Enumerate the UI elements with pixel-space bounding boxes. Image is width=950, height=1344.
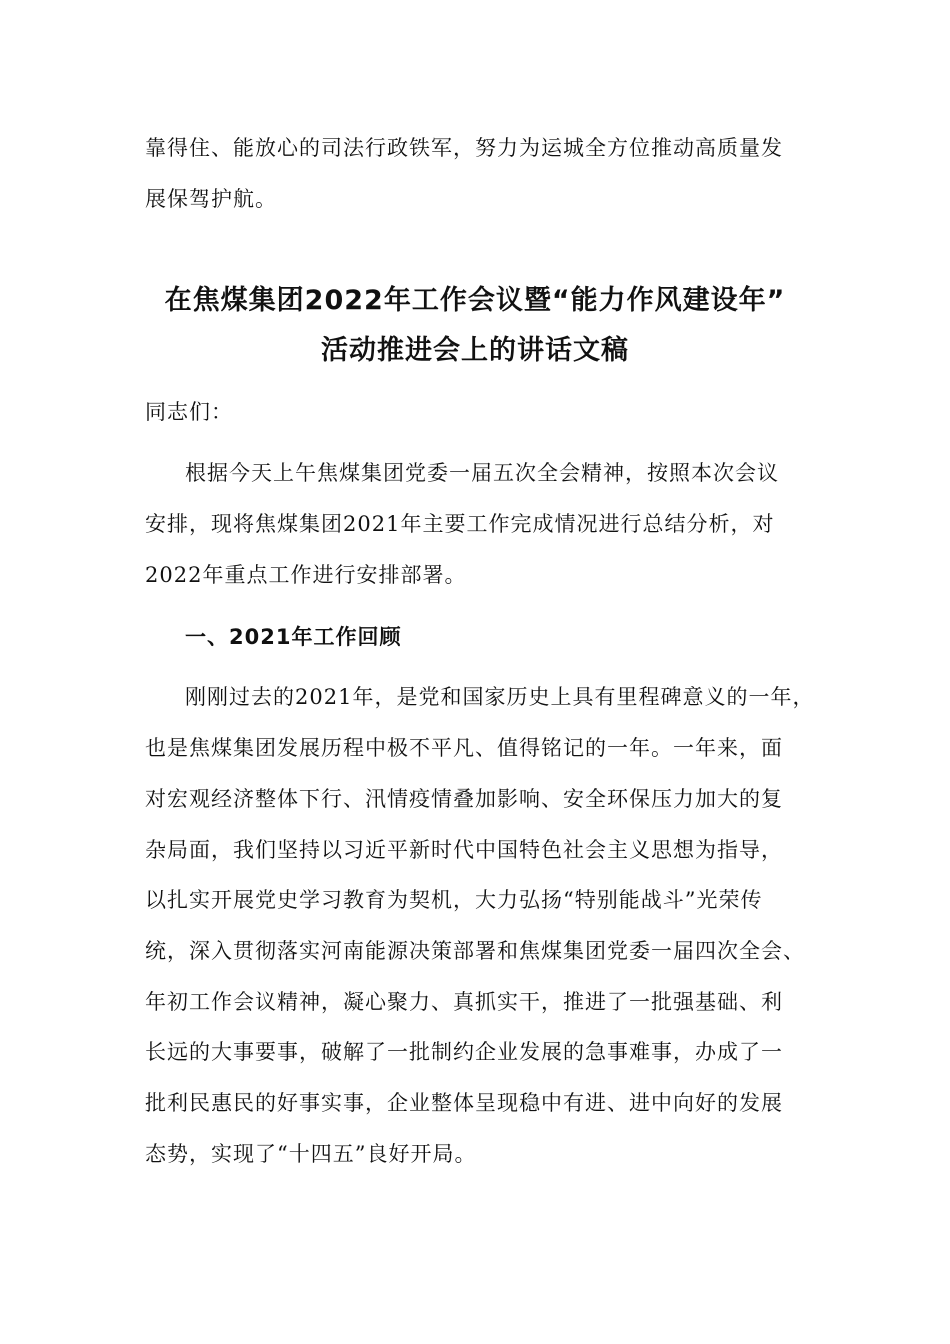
title-text-line-2-tail: 文稿 — [573, 335, 629, 366]
paragraph-2-line-9: 批利民惠民的好事实事，企业整体呈现稳中有进、进中向好的发展 — [145, 1091, 783, 1115]
document-title-line-1 — [0, 283, 950, 319]
section-heading-1: 一、2021年工作回顾 — [185, 625, 402, 649]
paragraph-2-line-10: 态势，实现了“十四五”良好开局。 — [145, 1142, 477, 1166]
paragraph-2-line-8: 长远的大事要事，破解了一批制约企业发展的急事难事，办成了一 — [145, 1040, 783, 1064]
paragraph-1-line-3: 2022年重点工作进行安排部署。 — [145, 563, 467, 587]
salutation: 同志们： — [145, 400, 233, 424]
paragraph-2-line-7: 年初工作会议精神，凝心聚力、真抓实干，推进了一批强基础、利 — [145, 990, 783, 1014]
paragraph-2-line-5: 以扎实开展党史学习教育为契机，大力弘扬“特别能战斗”光荣传 — [145, 888, 763, 912]
previous-paragraph-line-1: 靠得住、能放心的司法行政铁军，努力为运城全方位推动高质量发 — [145, 136, 783, 160]
title-text-line-2: 活动推进会上的讲话 — [321, 335, 573, 366]
previous-paragraph-line-2: 展保驾护航。 — [145, 187, 277, 211]
paragraph-2-line-3: 对宏观经济整体下行、汛情疫情叠加影响、安全环保压力加大的复 — [145, 787, 783, 811]
paragraph-1-line-2: 安排，现将焦煤集团2021年主要工作完成情况进行总结分析，对 — [145, 512, 775, 536]
paragraph-2-line-1: 刚刚过去的2021年，是党和国家历史上具有里程碑意义的一年， — [185, 685, 815, 709]
paragraph-2-line-2: 也是焦煤集团发展历程中极不平凡、值得铭记的一年。一年来，面 — [145, 736, 783, 760]
document-title-line-2 — [0, 333, 950, 369]
paragraph-2-line-4: 杂局面，我们坚持以习近平新时代中国特色社会主义思想为指导， — [145, 838, 783, 862]
title-text-line-1: 在焦煤集团2022年工作会议暨“能力作风建设年” — [164, 285, 786, 316]
paragraph-1-line-1: 根据今天上午焦煤集团党委一届五次全会精神，按照本次会议 — [185, 461, 779, 485]
paragraph-2-line-6: 统，深入贯彻落实河南能源决策部署和焦煤集团党委一届四次全会、 — [145, 939, 805, 963]
